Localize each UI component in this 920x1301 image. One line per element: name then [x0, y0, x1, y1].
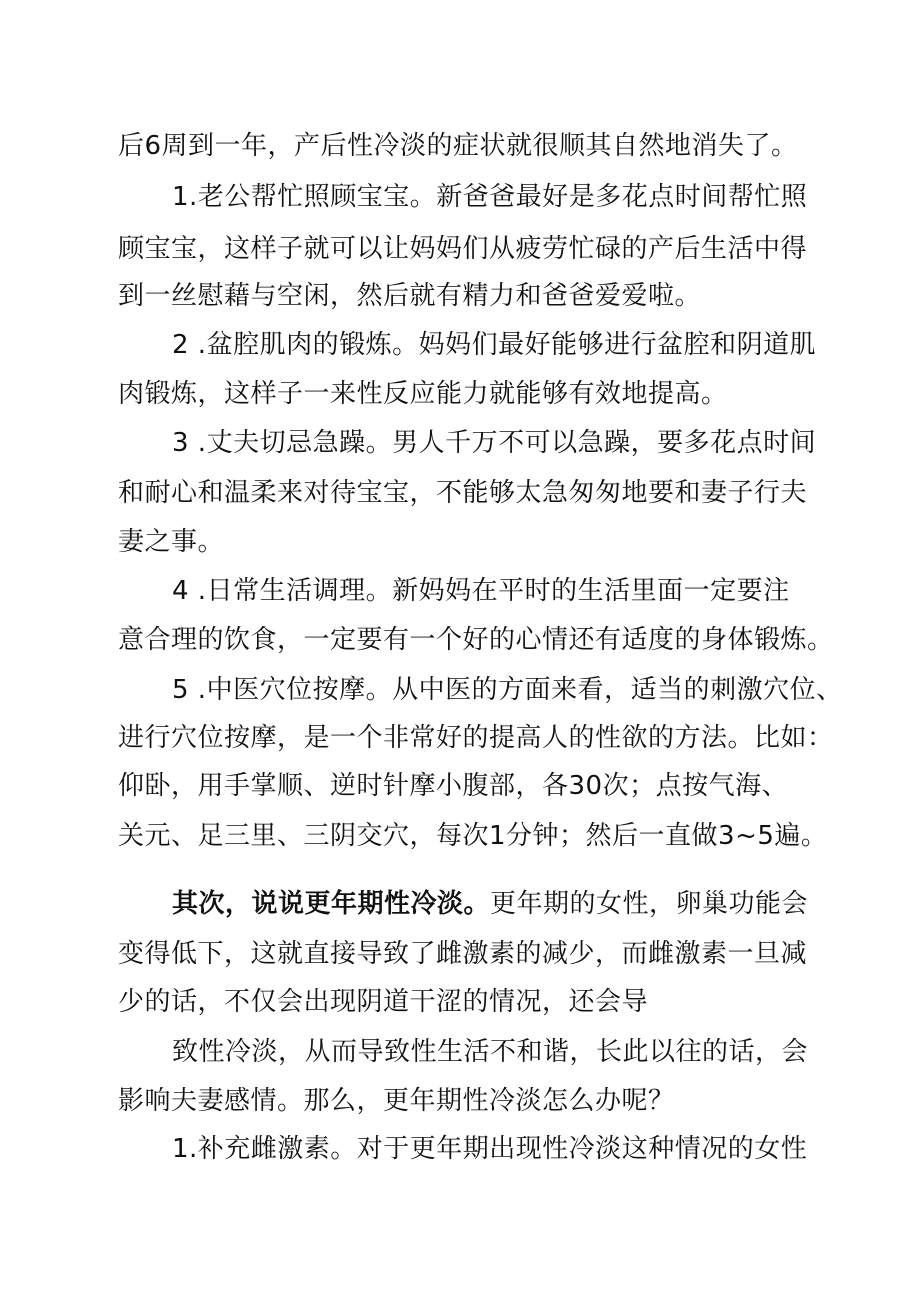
list-item-4: 4 .日常生活调理。新妈妈在平时的生活里面一定要注	[172, 576, 790, 606]
text-line: 肉锻炼，这样子一来性反应能力就能够有效地提高。	[118, 379, 728, 409]
text-line: 意合理的饮食，一定要有一个好的心情还有适度的身体锻炼。	[118, 625, 834, 655]
list-item-5: 5 .中医穴位按摩。从中医的方面来看，适当的刺激穴位、	[172, 675, 843, 705]
list-item-2: 2 .盆腔肌肉的锻炼。妈妈们最好能够进行盆腔和阴道肌	[172, 330, 817, 360]
list-item-3: 3 .丈夫切忌急躁。男人千万不可以急躁，要多花点时间	[172, 428, 817, 458]
text-line: 顾宝宝，这样子就可以让妈妈们从疲劳忙碌的产后生活中得	[118, 234, 808, 264]
text-line: 少的话，不仅会出现阴道干涩的情况，还会导	[118, 987, 649, 1017]
text-line: 变得低下，这就直接导致了雌激素的减少，而雌激素一旦减	[118, 939, 808, 969]
text-line: 仰卧，用手掌顺、逆时针摩小腹部，各30次；点按气海、	[118, 771, 789, 801]
text-line: 关元、足三里、三阴交穴，每次1分钟；然后一直做3~5遍。	[118, 821, 828, 851]
list-item-1: 1.老公帮忙照顾宝宝。新爸爸最好是多花点时间帮忙照	[172, 182, 808, 212]
text-line: 影响夫妻感情。那么，更年期性冷淡怎么办呢？	[118, 1086, 675, 1116]
text-line: 进行穴位按摩，是一个非常好的提高人的性欲的方法。比如：	[118, 723, 834, 753]
section-heading-rest: 更年期的女性，卵巢功能会	[490, 889, 809, 919]
text-line: 妻之事。	[118, 527, 225, 557]
text-line: 致性冷淡，从而导致性生活不和谐，长此以往的话，会	[172, 1037, 809, 1067]
text-line: 到一丝慰藉与空闲，然后就有精力和爸爸爱爱啦。	[118, 281, 702, 311]
section-heading: 其次，说说更年期性冷淡。	[172, 889, 491, 919]
section-heading-line	[0, 886, 920, 922]
text-line: 后6周到一年，产后性冷淡的症状就很顺其自然地消失了。	[118, 131, 798, 161]
list-item-1: 1.补充雌激素。对于更年期出现性冷淡这种情况的女性	[172, 1134, 808, 1164]
text-line: 和耐心和温柔来对待宝宝，不能够太急匆匆地要和妻子行夫	[118, 478, 808, 508]
